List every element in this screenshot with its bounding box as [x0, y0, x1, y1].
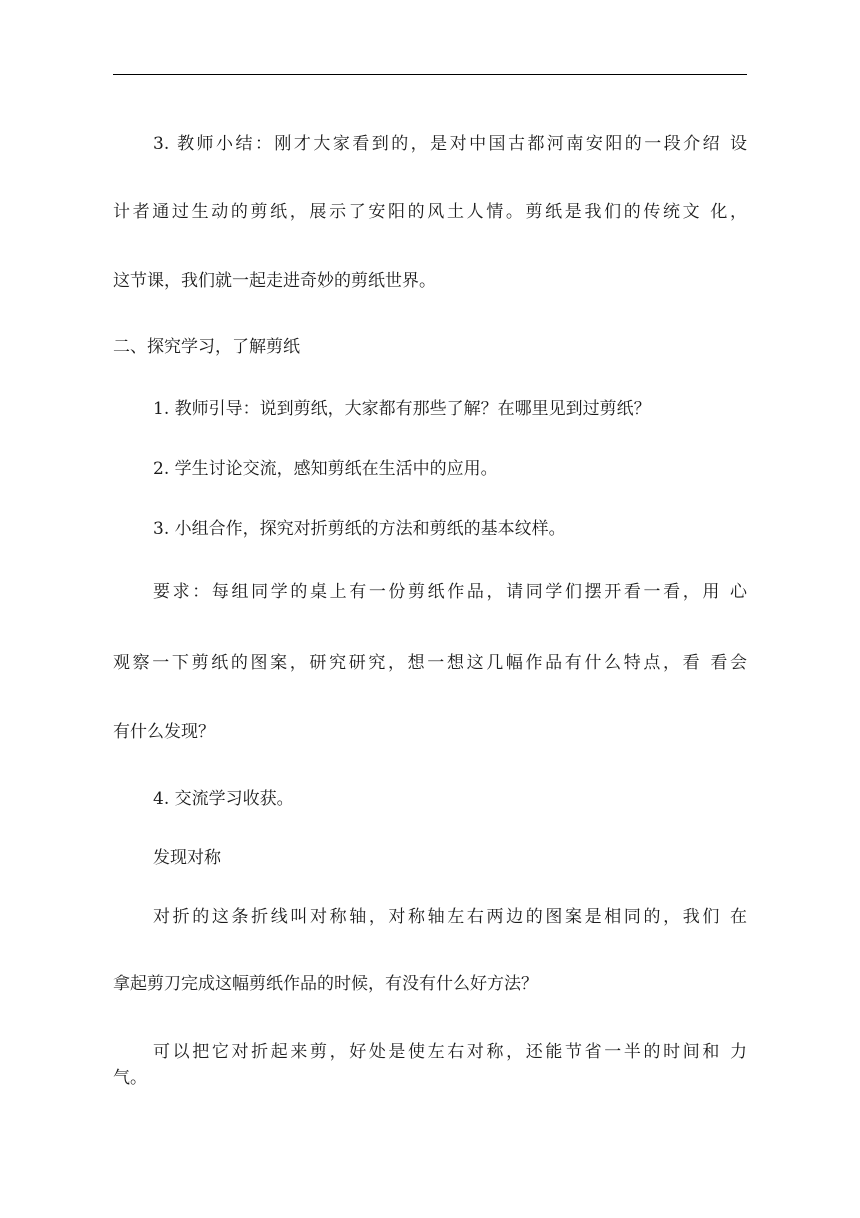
section-heading: 二、探究学习，了解剪纸	[113, 337, 300, 357]
list-item-step-3: 3. 小组合作，探究对折剪纸的方法和剪纸的基本纹样。	[153, 519, 566, 539]
header-rule	[113, 74, 747, 75]
text-line: 有什么发现？	[113, 722, 215, 742]
text-line: 要求：每组同学的桌上有一份剪纸作品，请同学们摆开看一看，用 心	[153, 582, 747, 602]
text-line: 计者通过生动的剪纸，展示了安阳的风土人情。剪纸是我们的传统文 化，	[113, 202, 747, 222]
list-item-step-2: 2. 学生讨论交流，感知剪纸在生活中的应用。	[153, 459, 498, 479]
text-line: 观察一下剪纸的图案，研究研究，想一想这几幅作品有什么特点，看 看会	[113, 653, 747, 673]
text-line: 对折的这条折线叫对称轴，对称轴左右两边的图案是相同的，我们 在	[153, 907, 747, 927]
list-item-step-1: 1. 教师引导：说到剪纸，大家都有那些了解？在哪里见到过剪纸？	[153, 399, 651, 419]
text-line: 可以把它对折起来剪，好处是使左右对称，还能节省一半的时间和 力	[153, 1042, 747, 1062]
text-line: 3. 教师小结：刚才大家看到的，是对中国古都河南安阳的一段介绍 设	[153, 134, 747, 154]
subheading-discover-symmetry: 发现对称	[153, 848, 221, 868]
text-line: 拿起剪刀完成这幅剪纸作品的时候，有没有什么好方法？	[113, 974, 538, 994]
list-item-step-4: 4. 交流学习收获。	[153, 789, 294, 809]
text-line: 这节课，我们就一起走进奇妙的剪纸世界。	[113, 271, 436, 291]
text-line: 气。	[113, 1068, 147, 1088]
